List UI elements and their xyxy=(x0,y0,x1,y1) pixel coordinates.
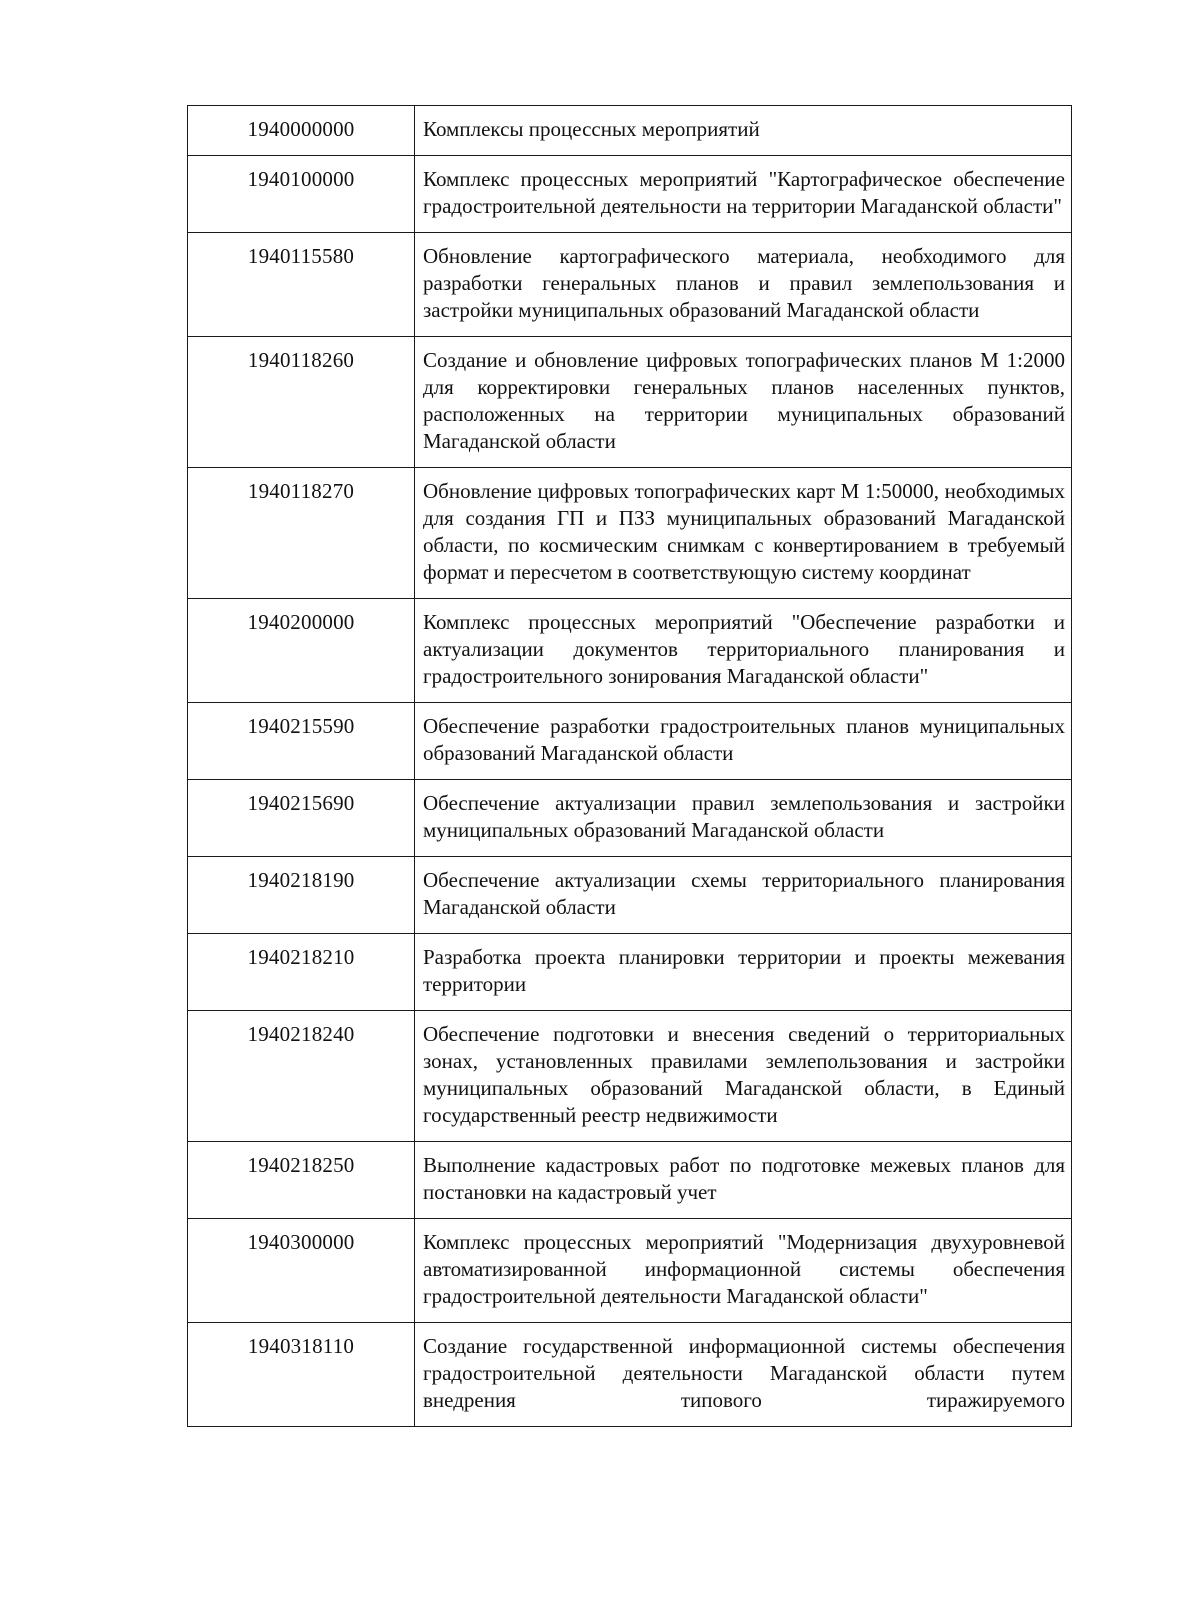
table-row xyxy=(188,780,1072,857)
table-row xyxy=(188,703,1072,780)
name-cell: Создание и обновление цифровых топографических планов М 1:2000 для корректировки генеральных планов населенных пунктов, расположенных на территории муниципальных образований Магаданской области xyxy=(415,337,1072,468)
name-cell: Комплекс процессных мероприятий "Картографическое обеспечение градостроительной деятельности на территории Магаданской области" xyxy=(415,156,1072,233)
code-cell: 1940318110 xyxy=(188,1323,415,1427)
code-cell: 1940218240 xyxy=(188,1011,415,1142)
code-cell: 1940300000 xyxy=(188,1219,415,1323)
table-row xyxy=(188,468,1072,599)
code-cell: 1940118270 xyxy=(188,468,415,599)
code-cell: 1940115580 xyxy=(188,233,415,337)
name-cell: Обеспечение разработки градостроительных планов муниципальных образований Магаданской области xyxy=(415,703,1072,780)
table-row xyxy=(188,1219,1072,1323)
table-row xyxy=(188,857,1072,934)
name-cell: Комплекс процессных мероприятий "Обеспечение разработки и актуализации документов территориального планирования и градостроительного зонирования Магаданской области" xyxy=(415,599,1072,703)
table-row xyxy=(188,934,1072,1011)
code-cell: 1940218250 xyxy=(188,1142,415,1219)
code-cell: 1940118260 xyxy=(188,337,415,468)
name-cell: Создание государственной информационной системы обеспечения градостроительной деятельности Магаданской области путем внедрения типового тиражируемого xyxy=(415,1323,1072,1427)
name-cell: Обеспечение актуализации правил землепользования и застройки муниципальных образований Магаданской области xyxy=(415,780,1072,857)
table-row xyxy=(188,599,1072,703)
code-cell: 1940200000 xyxy=(188,599,415,703)
table-row xyxy=(188,233,1072,337)
code-cell: 1940218210 xyxy=(188,934,415,1011)
table-row xyxy=(188,337,1072,468)
code-cell: 1940218190 xyxy=(188,857,415,934)
table-row xyxy=(188,1142,1072,1219)
table-row xyxy=(188,1011,1072,1142)
table-row xyxy=(188,156,1072,233)
code-cell: 1940100000 xyxy=(188,156,415,233)
budget-classification-table xyxy=(187,105,1072,1427)
name-cell: Выполнение кадастровых работ по подготовке межевых планов для постановки на кадастровый учет xyxy=(415,1142,1072,1219)
code-cell: 1940215590 xyxy=(188,703,415,780)
table-row xyxy=(188,106,1072,156)
code-cell: 1940000000 xyxy=(188,106,415,156)
name-cell: Обеспечение актуализации схемы территориального планирования Магаданской области xyxy=(415,857,1072,934)
name-cell: Обеспечение подготовки и внесения сведений о территориальных зонах, установленных правилами землепользования и застройки муниципальных образований Магаданской области, в Единый государственный реестр недвижимости xyxy=(415,1011,1072,1142)
table-row xyxy=(188,1323,1072,1427)
name-cell: Комплексы процессных мероприятий xyxy=(415,106,1072,156)
name-cell: Обновление картографического материала, необходимого для разработки генеральных планов и правил землепользования и застройки муниципальных образований Магаданской области xyxy=(415,233,1072,337)
code-cell: 1940215690 xyxy=(188,780,415,857)
name-cell: Комплекс процессных мероприятий "Модернизация двухуровневой автоматизированной информационной системы обеспечения градостроительной деятельности Магаданской области" xyxy=(415,1219,1072,1323)
name-cell: Разработка проекта планировки территории и проекты межевания территории xyxy=(415,934,1072,1011)
name-cell: Обновление цифровых топографических карт М 1:50000, необходимых для создания ГП и ПЗЗ муниципальных образований Магаданской области, по космическим снимкам с конвертированием в требуемый формат и пересчетом в соответствующую систему координат xyxy=(415,468,1072,599)
